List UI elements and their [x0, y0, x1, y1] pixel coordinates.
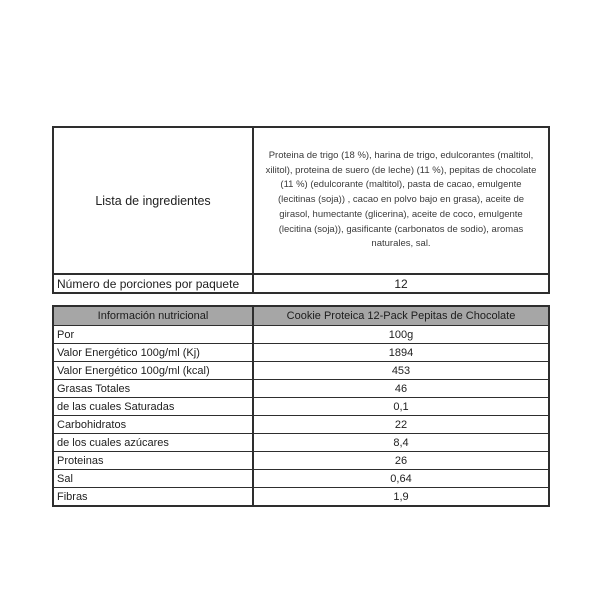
table-row [53, 452, 549, 470]
table-row [53, 434, 549, 452]
row-carbohydrates-label: Carbohidratos [53, 416, 253, 434]
table-row [53, 326, 549, 344]
row-protein-value: 26 [253, 452, 549, 470]
table-row [53, 274, 549, 293]
ingredients-table [52, 126, 550, 294]
row-sugars-label: de los cuales azúcares [53, 434, 253, 452]
table-row [53, 362, 549, 380]
servings-per-pack-value: 12 [253, 274, 549, 293]
table-row [53, 344, 549, 362]
row-fiber-label: Fibras [53, 488, 253, 507]
row-carbohydrates-value: 22 [253, 416, 549, 434]
table-row [53, 470, 549, 488]
row-energy-kj-value: 1894 [253, 344, 549, 362]
row-saturated-fat-label: de las cuales Saturadas [53, 398, 253, 416]
nutrition-table-header-row [53, 306, 549, 326]
row-energy-kcal-value: 453 [253, 362, 549, 380]
row-por-value: 100g [253, 326, 549, 344]
table-row [53, 127, 549, 274]
row-total-fat-value: 46 [253, 380, 549, 398]
table-row [53, 488, 549, 507]
table-row [53, 398, 549, 416]
row-fiber-value: 1,9 [253, 488, 549, 507]
ingredients-list-value: Proteina de trigo (18 %), harina de trigo, edulcorantes (maltitol, xilitol), proteina de suero (de leche) (11 %), pepitas de chocolate (11 %) (edulcorante (maltitol), pasta de cacao, emulgente (lecitinas (soja)) , cacao en polvo bajo en grasa), aceite de girasol, humectante (glicerina), aceite de coco, emulgente (lecitina (soja)), gasificante (carbonatos de sodio), aromas naturales, sal. [253, 127, 549, 274]
row-saturated-fat-value: 0,1 [253, 398, 549, 416]
ingredients-list-label: Lista de ingredientes [53, 127, 253, 274]
nutrition-header-product: Cookie Proteica 12-Pack Pepitas de Chocolate [253, 306, 549, 326]
row-sugars-value: 8,4 [253, 434, 549, 452]
row-total-fat-label: Grasas Totales [53, 380, 253, 398]
nutrition-table [52, 305, 550, 507]
row-energy-kj-label: Valor Energético 100g/ml (Kj) [53, 344, 253, 362]
table-row [53, 380, 549, 398]
servings-per-pack-label: Número de porciones por paquete [53, 274, 253, 293]
row-salt-value: 0,64 [253, 470, 549, 488]
table-row [53, 416, 549, 434]
row-por-label: Por [53, 326, 253, 344]
row-protein-label: Proteinas [53, 452, 253, 470]
nutrition-header-title: Información nutricional [53, 306, 253, 326]
row-salt-label: Sal [53, 470, 253, 488]
row-energy-kcal-label: Valor Energético 100g/ml (kcal) [53, 362, 253, 380]
